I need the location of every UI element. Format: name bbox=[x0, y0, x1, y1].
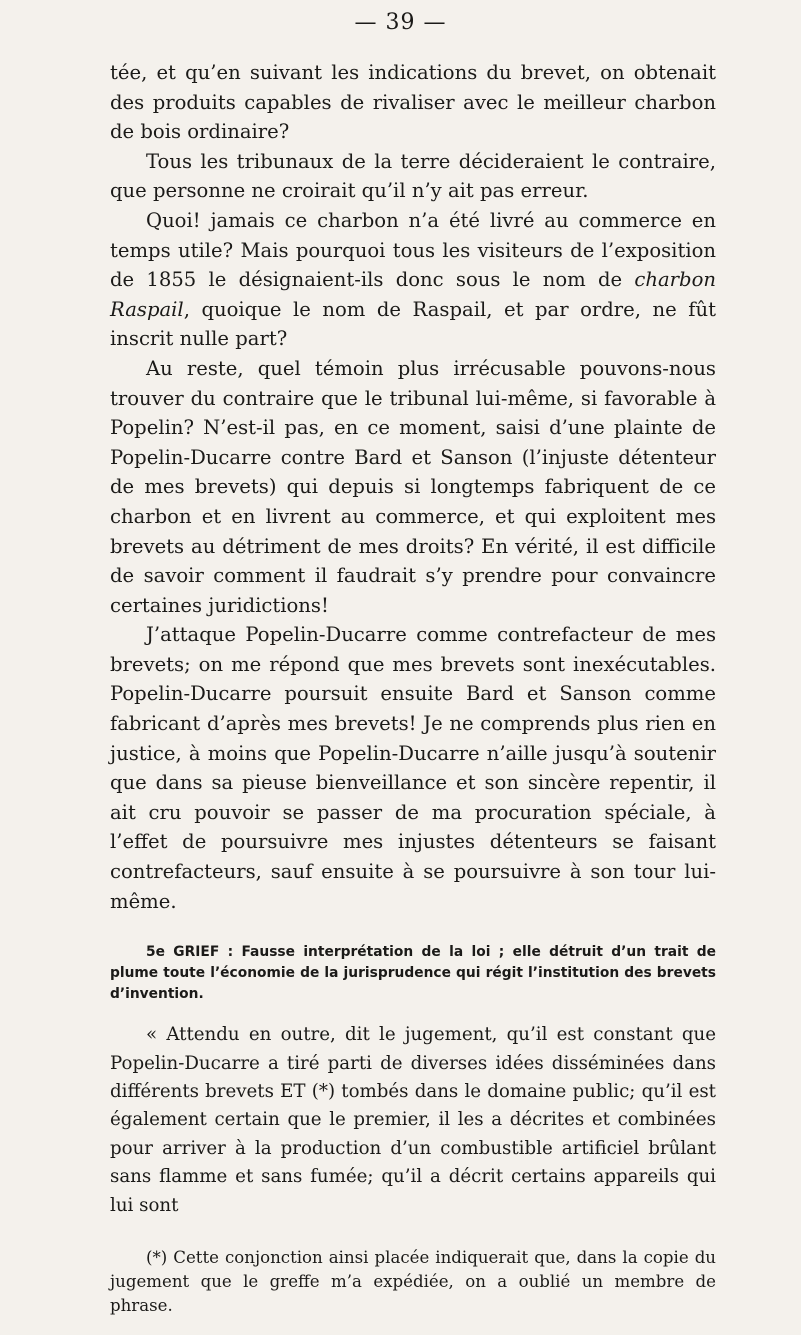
body-text bbox=[110, 58, 716, 1335]
grief-heading bbox=[110, 942, 716, 1005]
charbon-raspail-italic: charbon Raspail bbox=[110, 268, 716, 321]
page-number: — 39 — bbox=[354, 10, 447, 35]
paragraph-4: Au reste, quel témoin plus irrécusable pouvons-nous trouver du contraire que le tribunal lui-même, si favorable à Popelin? N’est-il pas, en ce moment, saisi d’une plainte de Popelin-Ducarre contre Bard et Sanson (l’injuste détenteur de mes brevets) qui depuis si longtemps fabriquent de ce charbon et en livrent au commerce, et qui exploitent mes brevets au détriment de mes droits? En vérité, il est difficile de savoir comment il faudrait s’y prendre pour convaincre certaines juridictions! bbox=[110, 356, 716, 617]
paragraph-3-part-a: Quoi! jamais ce charbon n’a été livré au commerce en temps utile? Mais pourquoi tous les visiteurs de l’exposition de 1855 le désignaient-ils donc sous le nom de bbox=[110, 208, 716, 292]
footnote: (*) Cette conjonction ainsi placée indiquerait que, dans la copie du jugement que le greffe m’a expédiée, on a oublié un membre de phrase. bbox=[110, 1248, 716, 1316]
paragraph-3-part-b: , quoique le nom de Raspail, et par ordre, ne fût inscrit nulle part? bbox=[110, 297, 716, 351]
judgment-quote: « Attendu en outre, dit le jugement, qu’il est constant que Popelin-Ducarre a tiré parti de diverses idées disséminées dans différents brevets ET (*) tombés dans le domaine public; qu’il est également certain que le premier, il les a décrites et combinées pour arriver à la production d’un combustible artificiel brûlant sans flamme et sans fumée; qu’il a décrit certains appareils qui lui sont bbox=[110, 1024, 716, 1216]
grief-heading-text: GRIEF : Fausse interprétation de la loi ; elle détruit d’un trait de plume toute l’économie de la jurisprudence qui régit l’institution des brevets d’invention. bbox=[110, 944, 716, 1003]
grief-number: 5e bbox=[146, 944, 165, 961]
paragraph-1: tée, et qu’en suivant les indications du brevet, on obtenait des produits capables de rivaliser avec le meilleur charbon de bois ordinaire? bbox=[110, 61, 716, 144]
paragraph-2: Tous les tribunaux de la terre décideraient le contraire, que personne ne croirait qu’il n’y ait pas erreur. bbox=[110, 149, 716, 203]
paragraph-3 bbox=[110, 206, 716, 354]
paragraph-5: J’attaque Popelin-Ducarre comme contrefacteur de mes brevets; on me répond que mes brevets sont inexécutables. Popelin-Ducarre poursuit ensuite Bard et Sanson comme fabricant d’après mes brevets! Je ne comprends plus rien en justice, à moins que Popelin-Ducarre n’aille jusqu’à soutenir que dans sa pieuse bienveillance et son sincère repentir, il ait cru pouvoir se passer de ma procuration spéciale, à l’effet de poursuivre mes injustes détenteurs se faisant contrefacteurs, sauf ensuite à se poursuivre à son tour lui-même. bbox=[110, 623, 716, 913]
